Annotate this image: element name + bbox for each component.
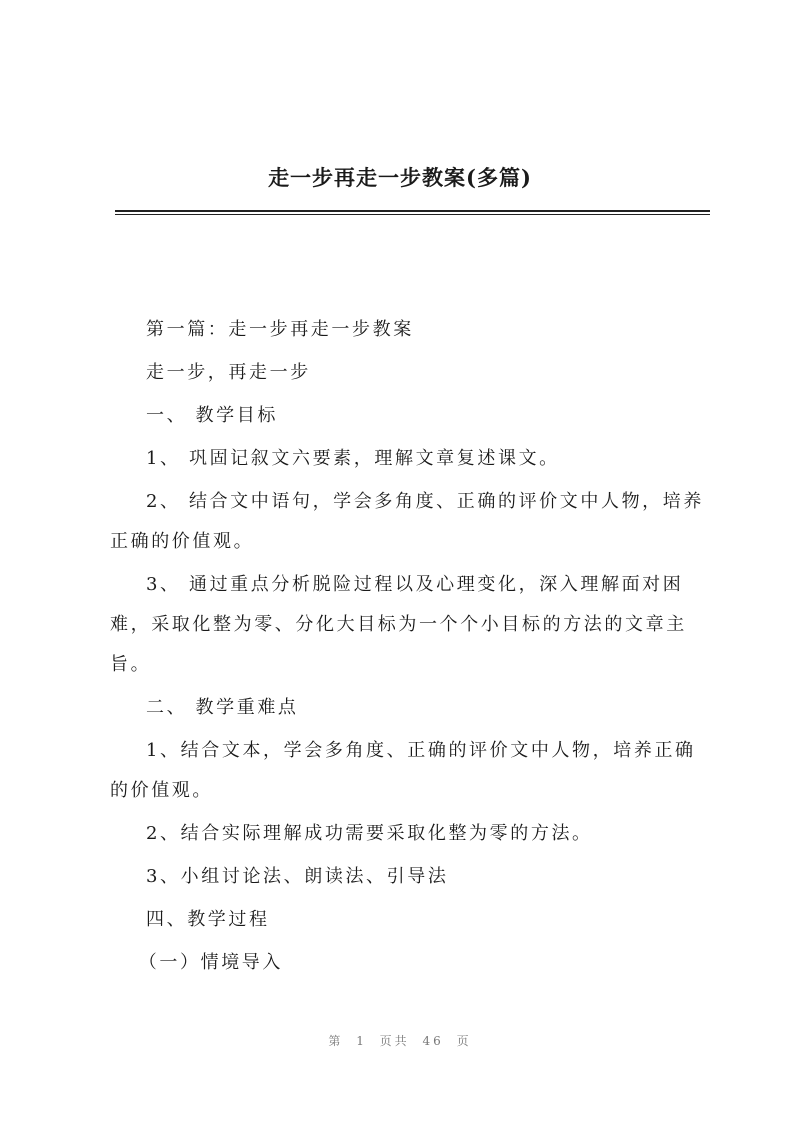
paragraph-section-key-points: 二、 教学重难点 [146,697,299,718]
footer-page-suffix: 页 [456,1034,472,1048]
footer-page-mid: 页共 [379,1034,410,1048]
document-body [110,310,710,986]
paragraph-key-point-2: 2、结合实际理解成功需要采取化整为零的方法。 [146,823,593,844]
paragraph-subsection-intro: （一）情境导入 [138,952,283,973]
footer-total-pages: 46 [422,1034,444,1048]
page-footer [0,1032,800,1049]
title-underline-thick [115,210,710,212]
paragraph-objective-1: 1、 巩固记叙文六要素，理解文章复述课文。 [146,448,560,469]
paragraph-section-process: 四、教学过程 [146,909,270,930]
paragraph-key-point-3: 3、小组讨论法、朗读法、引导法 [146,866,449,887]
paragraph-objective-3: 3、 通过重点分析脱险过程以及心理变化，深入理解面对困难，采取化整为零、分化大目标为一个个小目标的方法的文章主旨。 [110,574,687,675]
footer-page-prefix: 第 [328,1034,344,1048]
paragraph-lesson-title: 走一步，再走一步 [146,362,311,383]
title-underline-thin [115,214,710,215]
paragraph-section-objectives: 一、 教学目标 [146,405,278,426]
document-title: 走一步再走一步教案(多篇) [268,165,532,190]
paragraph-objective-2: 2、 结合文中语句，学会多角度、正确的评价文中人物，培养正确的价值观。 [110,491,704,552]
paragraph-key-point-1: 1、结合文本，学会多角度、正确的评价文中人物，培养正确的价值观。 [110,740,696,801]
paragraph-part-heading: 第一篇：走一步再走一步教案 [146,319,414,340]
footer-page-number: 1 [356,1034,367,1048]
